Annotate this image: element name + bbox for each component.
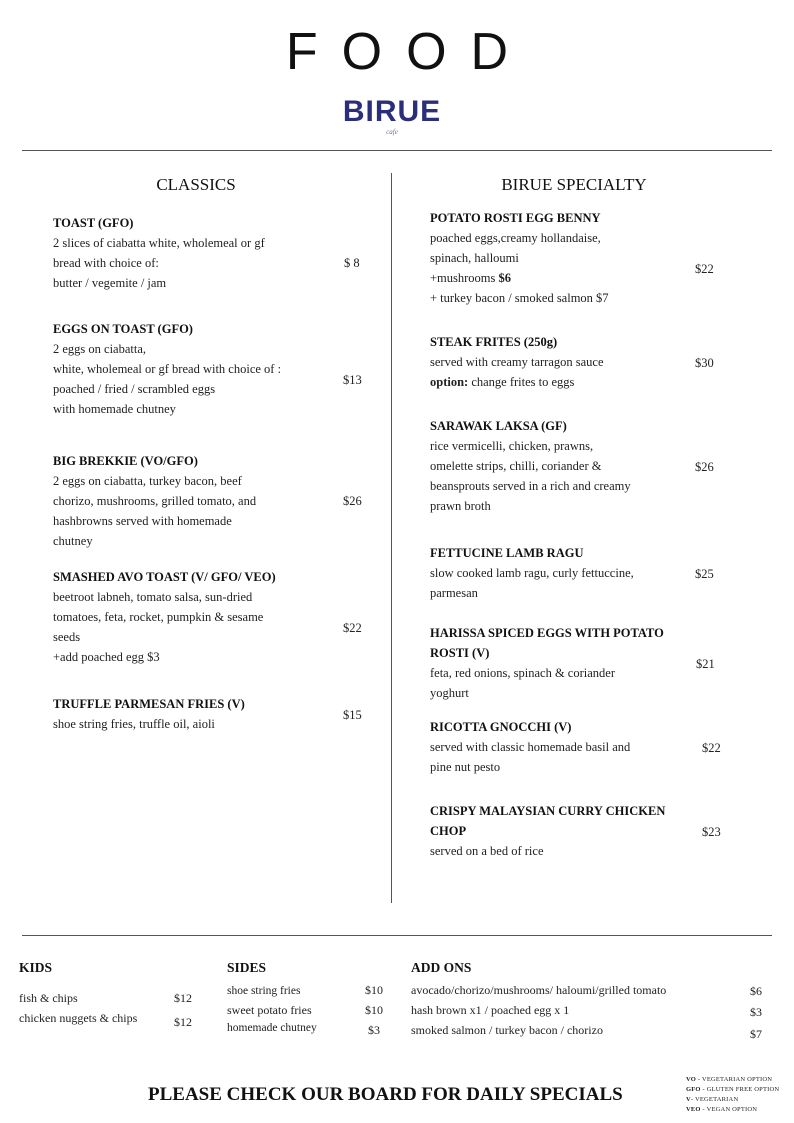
item-name: FETTUCINE LAMB RAGU <box>430 546 584 560</box>
bottom-divider <box>22 935 772 936</box>
item-desc: poached eggs,creamy hollandaise, <box>430 231 601 245</box>
sides-item: shoe string fries <box>227 985 301 997</box>
item-desc: 2 eggs on ciabatta, <box>53 342 147 356</box>
addons-heading: ADD ONS <box>411 960 472 975</box>
item-price: $15 <box>343 708 362 722</box>
sides-item: sweet potato fries <box>227 1003 312 1017</box>
item-desc: seeds <box>53 630 81 644</box>
menu-title: FOOD <box>285 23 533 81</box>
dietary-legend <box>686 1075 779 1115</box>
menu-item-harissa-eggs <box>430 623 690 703</box>
daily-specials-notice: PLEASE CHECK OUR BOARD FOR DAILY SPECIALS <box>148 1084 623 1105</box>
item-desc: + turkey bacon / smoked salmon $7 <box>430 291 609 305</box>
item-desc: bread with choice of: <box>53 256 159 270</box>
item-desc: rice vermicelli, chicken, prawns, <box>430 439 594 453</box>
item-price: $13 <box>343 373 362 387</box>
item-desc: shoe string fries, truffle oil, aioli <box>53 717 215 731</box>
item-desc: feta, red onions, spinach & coriander <box>430 666 616 680</box>
item-price: $22 <box>702 741 721 755</box>
addons-price: $6 <box>750 984 762 998</box>
item-price: $22 <box>343 621 362 635</box>
item-option <box>430 372 690 392</box>
menu-item-sarawak-laksa <box>430 416 690 516</box>
item-name: BIG BREKKIE (VO/GFO) <box>53 454 198 468</box>
addons-price: $7 <box>750 1027 762 1041</box>
legend-item: V- VEGETARIAN <box>686 1096 739 1103</box>
sides-price: $10 <box>365 1003 383 1017</box>
menu-item-eggs-on-toast <box>53 319 343 419</box>
addons-item: avocado/chorizo/mushrooms/ haloumi/grilled tomato <box>411 983 667 997</box>
item-desc: with homemade chutney <box>53 402 176 416</box>
item-price: $ 8 <box>344 256 360 270</box>
menu-item-curry-chicken-chop <box>430 801 690 861</box>
menu-item-ricotta-gnocchi <box>430 717 690 777</box>
item-desc: white, wholemeal or gf bread with choice of : <box>53 362 282 376</box>
item-name: POTATO ROSTI EGG BENNY <box>430 211 601 225</box>
item-desc: beetroot labneh, tomato salsa, sun-dried <box>53 590 253 604</box>
kids-price: $12 <box>174 1015 192 1029</box>
legend-item: GFO - GLUTEN FREE OPTION <box>686 1086 780 1093</box>
item-desc: served on a bed of rice <box>430 844 544 858</box>
item-name: SMASHED AVO TOAST (V/ GFO/ VEO) <box>53 570 276 584</box>
item-name: RICOTTA GNOCCHI (V) <box>430 720 572 734</box>
item-price: $26 <box>343 494 362 508</box>
item-desc: parmesan <box>430 586 478 600</box>
menu-item-lamb-ragu <box>430 543 690 603</box>
classics-heading: CLASSICS <box>156 175 236 194</box>
item-desc: served with classic homemade basil and <box>430 740 631 754</box>
item-desc: yoghurt <box>430 686 469 700</box>
item-desc: +add poached egg $3 <box>53 650 160 664</box>
addons-item: hash brown x1 / poached egg x 1 <box>411 1003 570 1017</box>
addons-item: smoked salmon / turkey bacon / chorizo <box>411 1023 603 1037</box>
item-name: TRUFFLE PARMESAN FRIES (V) <box>53 697 245 711</box>
item-desc: 2 slices of ciabatta white, wholemeal or gf <box>53 236 265 250</box>
item-name: HARISSA SPICED EGGS WITH POTATO <box>430 626 664 640</box>
item-desc: slow cooked lamb ragu, curly fettuccine, <box>430 566 634 580</box>
item-desc: prawn broth <box>430 499 491 513</box>
column-divider <box>391 173 392 903</box>
option-text: change frites to eggs <box>471 375 575 389</box>
sides-heading: SIDES <box>227 960 267 975</box>
kids-heading: KIDS <box>19 960 53 975</box>
menu-item-smashed-avo <box>53 567 343 667</box>
logo-subtext: cafe <box>386 128 398 136</box>
sides-item: homemade chutney <box>227 1022 317 1034</box>
item-desc: 2 eggs on ciabatta, turkey bacon, beef <box>53 474 242 488</box>
item-desc: spinach, halloumi <box>430 251 519 265</box>
sides-price: $3 <box>368 1023 380 1037</box>
sides-price: $10 <box>365 983 383 997</box>
item-price: $21 <box>696 657 715 671</box>
item-name: CRISPY MALAYSIAN CURRY CHICKEN <box>430 804 666 818</box>
item-price: $30 <box>695 356 714 370</box>
item-price: $25 <box>695 567 714 581</box>
item-desc: hashbrowns served with homemade <box>53 514 232 528</box>
item-desc: butter / vegemite / jam <box>53 276 167 290</box>
item-price: $22 <box>695 262 714 276</box>
addons-price: $3 <box>750 1005 762 1019</box>
item-desc: beansprouts served in a rich and creamy <box>430 479 631 493</box>
kids-item: fish & chips <box>19 991 78 1005</box>
menu-item-truffle-fries <box>53 694 343 734</box>
legend-item: VEO - VEGAN OPTION <box>686 1106 758 1113</box>
logo-word: BIRUE <box>342 95 442 128</box>
item-desc: poached / fried / scrambled eggs <box>53 382 216 396</box>
item-name-cont: CHOP <box>430 824 467 838</box>
specialty-heading: BIRUE SPECIALTY <box>501 175 647 194</box>
menu-item-rosti-benny <box>430 208 690 308</box>
menu-item-toast <box>53 213 343 293</box>
item-desc: pine nut pesto <box>430 760 501 774</box>
item-name: SARAWAK LAKSA (GF) <box>430 419 567 433</box>
item-name-cont: ROSTI (V) <box>430 646 490 660</box>
legend-item: VO - VEGETARIAN OPTION <box>686 1076 773 1083</box>
menu-item-steak-frites <box>430 332 690 392</box>
item-name: EGGS ON TOAST (GFO) <box>53 322 193 336</box>
item-desc: chorizo, mushrooms, grilled tomato, and <box>53 494 257 508</box>
item-name: TOAST (GFO) <box>53 216 134 230</box>
item-price: $26 <box>695 460 714 474</box>
kids-price: $12 <box>174 991 192 1005</box>
item-desc: served with creamy tarragon sauce <box>430 355 604 369</box>
item-price: $23 <box>702 825 721 839</box>
item-name: STEAK FRITES (250g) <box>430 335 558 349</box>
item-desc: omelette strips, chilli, coriander & <box>430 459 602 473</box>
cafe-logo <box>340 96 444 136</box>
kids-item: chicken nuggets & chips <box>19 1011 138 1025</box>
menu-item-big-brekkie <box>53 451 343 551</box>
item-desc: chutney <box>53 534 93 548</box>
item-desc: tomatoes, feta, rocket, pumpkin & sesame <box>53 610 264 624</box>
item-desc: +mushrooms $6 <box>430 271 512 285</box>
top-divider <box>22 150 772 151</box>
option-label: option: <box>430 375 469 389</box>
